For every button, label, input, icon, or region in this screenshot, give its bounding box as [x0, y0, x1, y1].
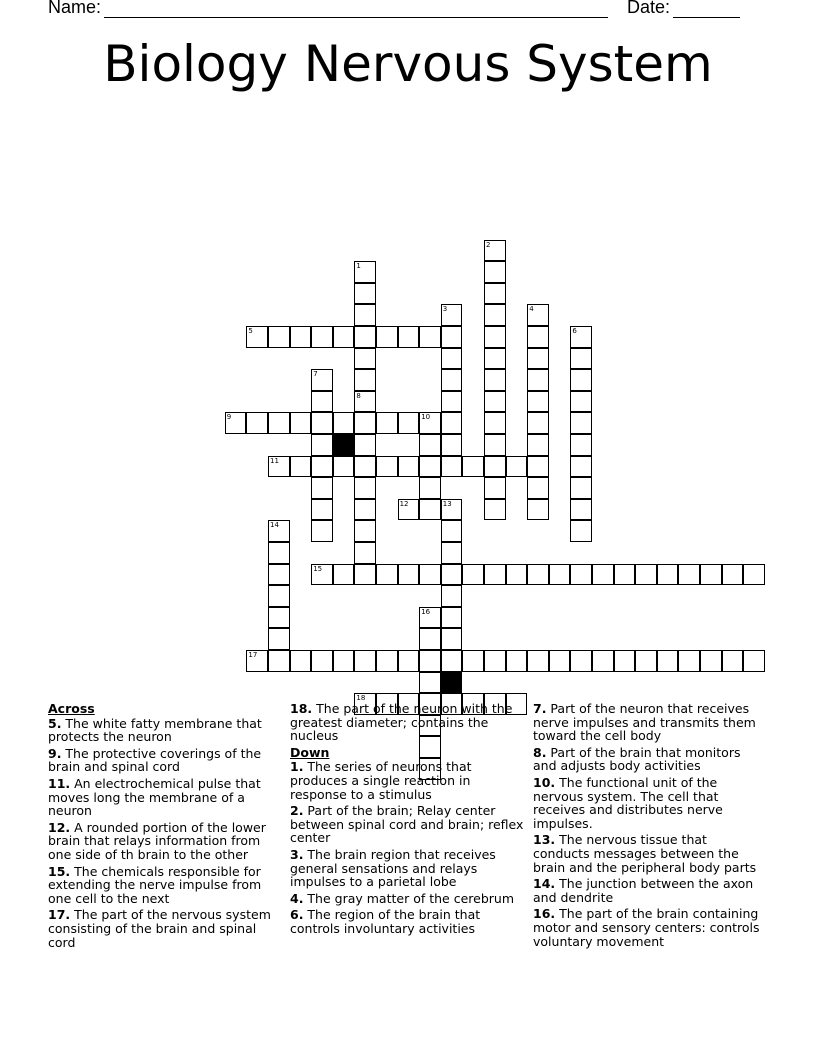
clue-number: 4: [529, 305, 534, 314]
crossword-cell[interactable]: [311, 391, 333, 413]
crossword-cell[interactable]: [614, 564, 636, 586]
crossword-cell[interactable]: [376, 412, 398, 434]
crossword-cell[interactable]: [484, 240, 506, 262]
clue-text: An electrochemical pulse that moves long the membrane of a neuron: [48, 775, 261, 819]
crossword-cell[interactable]: [441, 628, 463, 650]
black-square: [333, 434, 355, 456]
clue-number-label: 10.: [533, 774, 556, 790]
crossword-cell[interactable]: [570, 326, 592, 348]
crossword-cell[interactable]: [268, 585, 290, 607]
crossword-cell[interactable]: [311, 326, 333, 348]
clue-text: The region of the brain that controls involuntary activities: [290, 907, 481, 936]
across-heading: Across: [48, 701, 95, 716]
crossword-cell[interactable]: [398, 564, 420, 586]
clue-number-label: 11.: [48, 775, 71, 791]
clue-number-label: 8.: [533, 744, 547, 760]
name-label: Name:: [48, 0, 102, 17]
crossword-cell[interactable]: [592, 564, 614, 586]
crossword-cell[interactable]: [376, 456, 398, 478]
clue-text: The brain region that receives general sensations and relays impulses to a parietal lobe: [290, 846, 496, 890]
crossword-cell[interactable]: [527, 369, 549, 391]
clue: [48, 717, 278, 744]
crossword-cell[interactable]: [484, 326, 506, 348]
crossword-cell[interactable]: [290, 326, 312, 348]
crossword-cell[interactable]: [354, 412, 376, 434]
crossword-cell[interactable]: [268, 412, 290, 434]
crossword-cell[interactable]: [225, 412, 247, 434]
crossword-cell[interactable]: [311, 456, 333, 478]
crossword-cell[interactable]: [527, 304, 549, 326]
crossword-cell[interactable]: [484, 261, 506, 283]
crossword-cell[interactable]: [441, 369, 463, 391]
clue-number: 8: [356, 391, 361, 400]
crossword-cell[interactable]: [570, 391, 592, 413]
clue-number-label: 17.: [48, 907, 71, 923]
crossword-cell[interactable]: [570, 477, 592, 499]
crossword-cell[interactable]: [441, 499, 463, 521]
clue-number-label: 13.: [533, 832, 556, 848]
crossword-cell[interactable]: [527, 499, 549, 521]
clue: [533, 702, 765, 743]
crossword-cell[interactable]: [246, 326, 268, 348]
crossword-cell[interactable]: [333, 412, 355, 434]
crossword-cell[interactable]: [354, 520, 376, 542]
crossword-cell[interactable]: [311, 412, 333, 434]
crossword-cell[interactable]: [484, 564, 506, 586]
crossword-cell[interactable]: [441, 304, 463, 326]
crossword-cell[interactable]: [441, 326, 463, 348]
crossword-cell[interactable]: [484, 391, 506, 413]
crossword-cell[interactable]: [484, 499, 506, 521]
crossword-cell[interactable]: [570, 369, 592, 391]
clue-text: Part of the brain that monitors and adjusts body activities: [533, 744, 741, 774]
crossword-cell[interactable]: [441, 542, 463, 564]
crossword-cell[interactable]: [441, 607, 463, 629]
crossword-cell[interactable]: [549, 564, 571, 586]
crossword-cell[interactable]: [419, 499, 441, 521]
crossword-cell[interactable]: [419, 628, 441, 650]
crossword-cell[interactable]: [290, 456, 312, 478]
clue: [290, 804, 526, 845]
clue-text: The nervous tissue that conducts messages between the brain and the peripheral body parts: [533, 832, 757, 875]
crossword-cell[interactable]: [441, 650, 463, 672]
clue-column-2: [290, 702, 526, 939]
clue-number-label: 3.: [290, 846, 304, 862]
crossword-cell[interactable]: [441, 564, 463, 586]
crossword-cell[interactable]: [419, 607, 441, 629]
clue-column-1: [48, 702, 278, 952]
clue-number-label: 2.: [290, 803, 304, 819]
crossword-cell[interactable]: [570, 650, 592, 672]
clue: [533, 833, 765, 874]
clue-text: Part of the neuron that receives nerve impulses and transmits them toward the cell body: [533, 701, 756, 744]
crossword-cell[interactable]: [722, 650, 744, 672]
crossword-cell[interactable]: [527, 326, 549, 348]
crossword-cell[interactable]: [246, 412, 268, 434]
clue-number: 13: [442, 499, 452, 508]
crossword-cell[interactable]: [678, 650, 700, 672]
crossword-cell[interactable]: [570, 412, 592, 434]
crossword-cell[interactable]: [311, 650, 333, 672]
crossword-cell[interactable]: [462, 456, 484, 478]
clue: [48, 821, 278, 862]
clue-number: 2: [486, 240, 491, 249]
crossword-cell[interactable]: [484, 412, 506, 434]
clue: [533, 907, 765, 948]
crossword-cell[interactable]: [614, 650, 636, 672]
clue: [290, 908, 526, 935]
clue-text: The series of neurons that produces a single reaction in response to a stimulus: [290, 759, 472, 802]
crossword-cell[interactable]: [268, 564, 290, 586]
crossword-cell[interactable]: [484, 348, 506, 370]
crossword-cell[interactable]: [419, 456, 441, 478]
clue-number: 10: [421, 413, 431, 422]
crossword-cell[interactable]: [419, 672, 441, 694]
crossword-cell[interactable]: [354, 499, 376, 521]
clue-number: 15: [313, 564, 323, 573]
crossword-cell[interactable]: [398, 650, 420, 672]
clue-number: 18: [356, 694, 366, 703]
crossword-cell[interactable]: [419, 412, 441, 434]
crossword-cell[interactable]: [657, 650, 679, 672]
crossword-cell[interactable]: [635, 650, 657, 672]
crossword-cell[interactable]: [311, 520, 333, 542]
crossword-cell[interactable]: [527, 477, 549, 499]
clue-number: 5: [248, 327, 253, 335]
crossword-cell[interactable]: [268, 607, 290, 629]
crossword-cell[interactable]: [311, 477, 333, 499]
date-label: Date:: [627, 0, 671, 17]
down-heading: Down: [290, 744, 330, 760]
clue-number-label: 12.: [48, 819, 71, 835]
crossword-cell[interactable]: [333, 456, 355, 478]
crossword-cell[interactable]: [268, 628, 290, 650]
crossword-cell[interactable]: [419, 326, 441, 348]
clue-number: 12: [399, 499, 409, 508]
clue-text: The part of the nervous system consisting of the brain and spinal cord: [48, 907, 271, 950]
clue-text: The gray matter of the cerebrum: [303, 890, 514, 906]
crossword-cell[interactable]: [354, 304, 376, 326]
crossword-cell[interactable]: [700, 650, 722, 672]
clue-text: Part of the brain; Relay center between spinal cord and brain; reflex center: [290, 803, 524, 846]
crossword-cell[interactable]: [354, 477, 376, 499]
crossword-cell[interactable]: [311, 499, 333, 521]
crossword-cell[interactable]: [527, 348, 549, 370]
crossword-cell[interactable]: [570, 564, 592, 586]
crossword-cell[interactable]: [506, 456, 528, 478]
crossword-cell[interactable]: [268, 456, 290, 478]
crossword-cell[interactable]: [743, 564, 765, 586]
clue: [290, 760, 526, 801]
crossword-cell[interactable]: [354, 369, 376, 391]
crossword-cell[interactable]: [506, 564, 528, 586]
crossword-cell[interactable]: [268, 520, 290, 542]
crossword-cell[interactable]: [376, 326, 398, 348]
crossword-cell[interactable]: [570, 520, 592, 542]
crossword-cell[interactable]: [441, 434, 463, 456]
crossword-cell[interactable]: [354, 542, 376, 564]
crossword-cell[interactable]: [419, 564, 441, 586]
clue: [533, 776, 765, 830]
clue-text: The junction between the axon and dendrite: [533, 876, 754, 905]
crossword-cell[interactable]: [506, 650, 528, 672]
crossword-cell[interactable]: [462, 650, 484, 672]
crossword-cell[interactable]: [570, 434, 592, 456]
crossword-cell[interactable]: [354, 261, 376, 283]
crossword-cell[interactable]: [311, 564, 333, 586]
clue-number: 17: [248, 651, 258, 659]
crossword-cell[interactable]: [484, 434, 506, 456]
crossword-cell[interactable]: [268, 650, 290, 672]
crossword-cell[interactable]: [398, 412, 420, 434]
crossword-cell[interactable]: [484, 650, 506, 672]
crossword-cell[interactable]: [635, 564, 657, 586]
clue: [48, 777, 278, 818]
crossword-cell[interactable]: [570, 499, 592, 521]
clue-number-label: 9.: [48, 745, 62, 761]
clue-number-label: 14.: [533, 876, 556, 892]
clue-text: The protective coverings of the brain and spinal cord: [48, 745, 262, 775]
clue-text: The chemicals responsible for extending the nerve impulse from one cell to the next: [48, 863, 262, 906]
crossword-cell[interactable]: [722, 564, 744, 586]
crossword-cell[interactable]: [527, 434, 549, 456]
crossword-cell[interactable]: [570, 348, 592, 370]
clue: [48, 908, 278, 949]
clue-number: 1: [356, 262, 361, 271]
crossword-cell[interactable]: [527, 391, 549, 413]
page-title: Biology Nervous System: [103, 35, 713, 93]
crossword-cell[interactable]: [441, 585, 463, 607]
crossword-cell[interactable]: [290, 412, 312, 434]
clue-text: The part of the brain containing motor and sensory centers: controls voluntary movement: [533, 906, 760, 949]
crossword-cell[interactable]: [484, 456, 506, 478]
crossword-cell[interactable]: [354, 564, 376, 586]
crossword-cell[interactable]: [441, 456, 463, 478]
crossword-cell[interactable]: [376, 564, 398, 586]
crossword-cell[interactable]: [419, 434, 441, 456]
clue-number-label: 16.: [533, 906, 556, 922]
clue: [290, 892, 526, 906]
clue-number-label: 7.: [533, 701, 547, 716]
crossword-cell[interactable]: [484, 304, 506, 326]
crossword-cell[interactable]: [311, 369, 333, 391]
crossword-cell[interactable]: [743, 650, 765, 672]
crossword-cell[interactable]: [354, 326, 376, 348]
crossword-cell[interactable]: [527, 564, 549, 586]
crossword-cell[interactable]: [484, 477, 506, 499]
crossword-cell[interactable]: [398, 326, 420, 348]
crossword-cell[interactable]: [333, 650, 355, 672]
crossword-cell[interactable]: [290, 650, 312, 672]
crossword-cell[interactable]: [268, 542, 290, 564]
clue: [48, 747, 278, 774]
crossword-cell[interactable]: [419, 650, 441, 672]
crossword-cell[interactable]: [268, 326, 290, 348]
crossword-cell[interactable]: [657, 564, 679, 586]
crossword-cell[interactable]: [441, 391, 463, 413]
clue-text: A rounded portion of the lower brain that relays information from one side of th brain to the other: [48, 819, 266, 862]
clue-text: The white fatty membrane that protects the neuron: [48, 715, 262, 745]
clue-number: 3: [442, 305, 448, 314]
crossword-cell[interactable]: [700, 564, 722, 586]
crossword-cell[interactable]: [354, 650, 376, 672]
crossword-cell[interactable]: [527, 456, 549, 478]
crossword-cell[interactable]: [246, 650, 268, 672]
crossword-cell[interactable]: [441, 520, 463, 542]
clue-number: 9: [226, 413, 232, 422]
crossword-cell[interactable]: [419, 477, 441, 499]
crossword-cell[interactable]: [354, 283, 376, 305]
clue: [48, 865, 278, 906]
crossword-cell[interactable]: [333, 564, 355, 586]
clue-number: 16: [421, 607, 431, 616]
crossword-cell[interactable]: [398, 499, 420, 521]
clue-text: The part of the neuron with the greatest diameter; contains the nucleus: [290, 701, 513, 744]
crossword-cell[interactable]: [592, 650, 614, 672]
clue-number-label: 5.: [48, 715, 62, 731]
crossword-cell[interactable]: [484, 283, 506, 305]
clue-column-3: [533, 702, 765, 951]
clue-number: 7: [313, 370, 318, 379]
crossword-cell[interactable]: [441, 348, 463, 370]
clue: [533, 877, 765, 904]
crossword-cell[interactable]: [354, 348, 376, 370]
crossword-cell[interactable]: [678, 564, 700, 586]
clue-number-label: 15.: [48, 863, 71, 879]
clue-number-label: 6.: [290, 907, 304, 923]
crossword-cell[interactable]: [441, 412, 463, 434]
crossword-cell[interactable]: [311, 434, 333, 456]
crossword-cell[interactable]: [333, 326, 355, 348]
crossword-cell[interactable]: [462, 564, 484, 586]
crossword-cell[interactable]: [484, 369, 506, 391]
clue-number-label: 4.: [290, 890, 304, 906]
clue-number: 11: [270, 456, 279, 465]
crossword-cell[interactable]: [354, 391, 376, 413]
crossword-cell[interactable]: [570, 456, 592, 478]
crossword-cell[interactable]: [527, 412, 549, 434]
crossword-cell[interactable]: [549, 650, 571, 672]
clue-text: The functional unit of the nervous system. The cell that receives and distributes nerve impulses.: [533, 774, 723, 831]
clue: [533, 746, 765, 773]
clue-number: 14: [270, 521, 279, 530]
clue-number: 6: [572, 327, 577, 335]
crossword-cell[interactable]: [527, 650, 549, 672]
clue: [290, 848, 526, 889]
clue-number-label: 18.: [290, 701, 313, 716]
black-square: [441, 672, 463, 694]
crossword-cell[interactable]: [354, 456, 376, 478]
crossword-cell[interactable]: [398, 456, 420, 478]
clue-number-label: 1.: [290, 759, 304, 775]
crossword-cell[interactable]: [354, 434, 376, 456]
clue: [290, 702, 526, 743]
crossword-cell[interactable]: [376, 650, 398, 672]
